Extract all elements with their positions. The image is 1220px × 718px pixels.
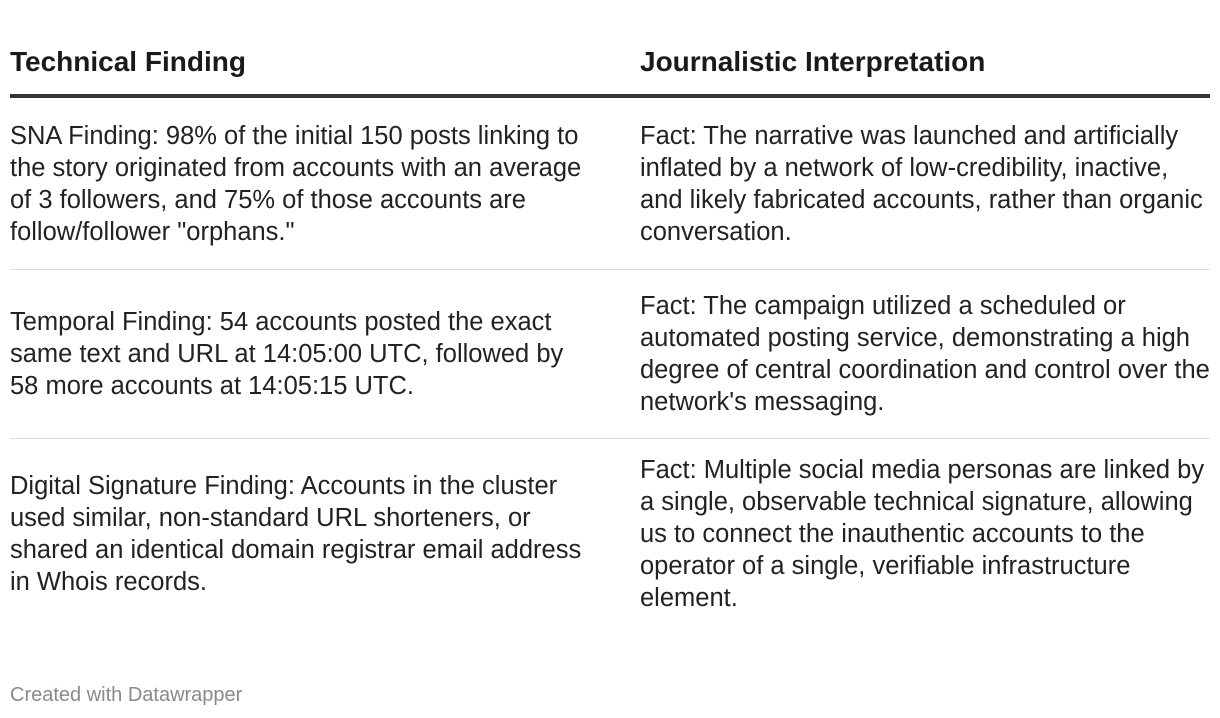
cell-technical-finding: Temporal Finding: 54 accounts posted the exact same text and URL at 14:05:00 UTC, followed by 58 more accounts at 14:05:15 UTC. (10, 308, 564, 400)
table-row (10, 270, 1210, 439)
cell-journalistic-interpretation: Fact: Multiple social media personas are linked by a single, observable technical signature, allowing us to connect the inauthentic accounts to the operator of a single, verifiable infrastructure element. (640, 456, 1205, 612)
table-header (10, 0, 1210, 98)
cell-technical-finding: Digital Signature Finding: Accounts in the cluster used similar, non-standard URL shorteners, or shared an identical domain registrar email address in Whois records. (10, 472, 582, 596)
table-row (10, 98, 1210, 270)
datawrapper-credit: Created with Datawrapper (10, 684, 243, 706)
cell-journalistic-interpretation: Fact: The narrative was launched and artificially inflated by a network of low-credibility, inactive, and likely fabricated accounts, rather than organic conversation. (640, 121, 1203, 246)
findings-table (10, 0, 1210, 629)
header-journalistic-interpretation: Journalistic Interpretation (640, 46, 986, 77)
cell-technical-finding: SNA Finding: 98% of the initial 150 posts linking to the story originated from accounts with an average of 3 followers, and 75% of those accounts are follow/follower "orphans." (10, 121, 582, 246)
header-technical-finding: Technical Finding (10, 46, 246, 77)
cell-journalistic-interpretation: Fact: The campaign utilized a scheduled or automated posting service, demonstrating a high degree of central coordination and control over the network's messaging. (640, 292, 1210, 416)
table-row (10, 439, 1210, 629)
